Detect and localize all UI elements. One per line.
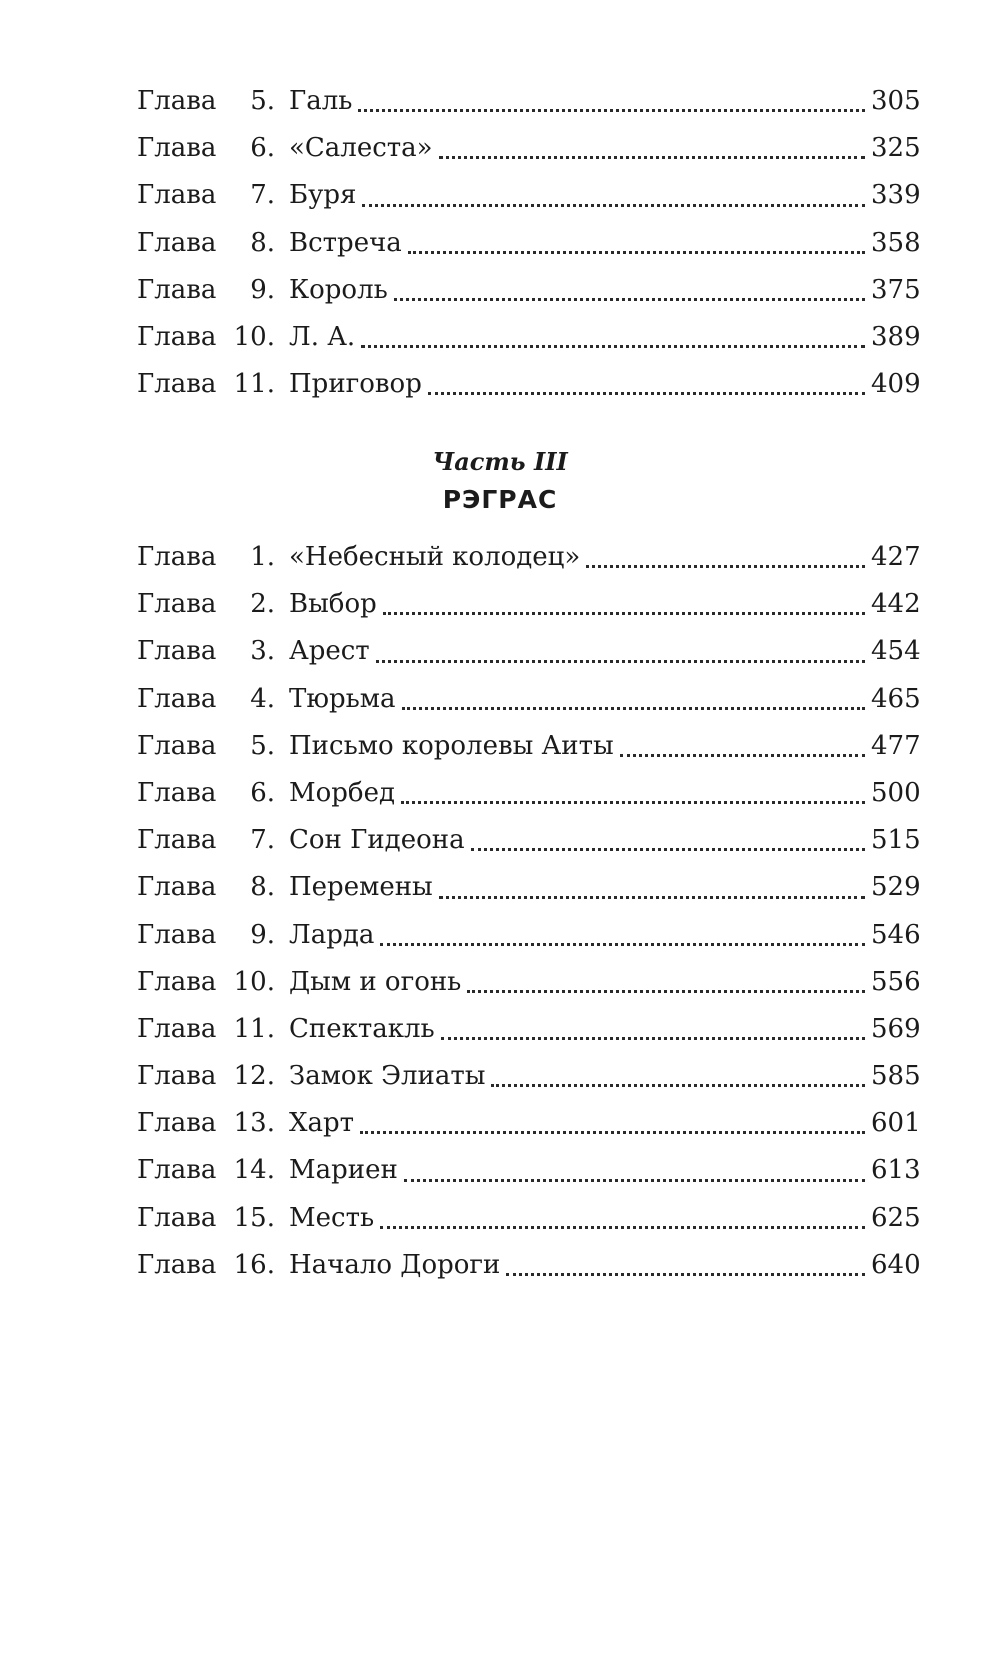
chapter-title: Л. А. bbox=[289, 321, 356, 352]
chapter-number: 14. bbox=[233, 1155, 275, 1186]
chapter-number: 2. bbox=[250, 589, 275, 620]
chapter-title: Король bbox=[289, 274, 388, 305]
page-number: 546 bbox=[871, 919, 921, 950]
chapter-number: 6. bbox=[250, 777, 275, 808]
chapter-label: Глава bbox=[137, 589, 217, 620]
chapter-label: Глава bbox=[137, 180, 217, 211]
chapter-label: Глава bbox=[137, 825, 217, 856]
toc-entry bbox=[137, 534, 921, 581]
toc-entry bbox=[137, 581, 921, 628]
dot-leader bbox=[380, 1195, 865, 1242]
toc-entry bbox=[137, 220, 921, 267]
chapter-number: 8. bbox=[250, 872, 275, 903]
page-number: 358 bbox=[871, 227, 921, 258]
page-number: 625 bbox=[871, 1202, 921, 1233]
toc-entry bbox=[137, 314, 921, 361]
chapter-title: Приговор bbox=[289, 369, 422, 400]
chapter-number: 12. bbox=[233, 1061, 275, 1092]
page-number: 515 bbox=[871, 825, 921, 856]
dot-leader bbox=[404, 1147, 865, 1194]
dot-leader bbox=[360, 1100, 865, 1147]
toc-entry bbox=[137, 1195, 921, 1242]
toc-entry bbox=[137, 361, 921, 408]
part-title: РЭГРАС bbox=[442, 485, 558, 514]
chapter-label: Глава bbox=[137, 1249, 217, 1280]
dot-leader bbox=[394, 267, 865, 314]
page-number: 389 bbox=[871, 321, 921, 352]
chapter-title: Мариен bbox=[289, 1155, 398, 1186]
dot-leader bbox=[467, 959, 865, 1006]
chapter-label: Глава bbox=[137, 777, 217, 808]
toc-entry bbox=[137, 1100, 921, 1147]
chapter-label: Глава bbox=[137, 1013, 217, 1044]
chapter-title: Встреча bbox=[289, 227, 402, 258]
chapter-title: Сон Гидеона bbox=[289, 825, 465, 856]
dot-leader bbox=[471, 817, 865, 864]
toc-entry bbox=[137, 78, 921, 125]
chapter-number: 4. bbox=[250, 683, 275, 714]
page-number: 465 bbox=[871, 683, 921, 714]
chapter-title: Начало Дороги bbox=[289, 1249, 501, 1280]
chapter-title: Буря bbox=[289, 180, 357, 211]
chapter-label: Глава bbox=[137, 369, 217, 400]
chapter-label: Глава bbox=[137, 1108, 217, 1139]
page-number: 601 bbox=[871, 1108, 921, 1139]
dot-leader bbox=[361, 314, 865, 361]
page-number: 427 bbox=[871, 542, 921, 572]
toc-entry bbox=[137, 172, 921, 219]
dot-leader bbox=[439, 864, 865, 911]
toc-entry bbox=[137, 1053, 921, 1100]
toc-entry bbox=[137, 959, 921, 1006]
toc-entry bbox=[137, 912, 921, 959]
page-number: 529 bbox=[871, 872, 921, 903]
chapter-title: Тюрьма bbox=[289, 683, 396, 714]
chapter-number: 11. bbox=[233, 1013, 275, 1044]
chapter-title: Спектакль bbox=[289, 1013, 435, 1044]
chapter-label: Глава bbox=[137, 86, 217, 116]
toc-entry bbox=[137, 864, 921, 911]
dot-leader bbox=[358, 78, 865, 125]
chapter-title: Письмо королевы Аиты bbox=[289, 730, 614, 761]
dot-leader bbox=[586, 534, 865, 581]
chapter-title: Арест bbox=[289, 636, 370, 667]
dot-leader bbox=[402, 676, 865, 723]
chapter-title: Дым и огонь bbox=[289, 966, 462, 997]
toc-section-part-3 bbox=[137, 534, 921, 1289]
chapter-number: 5. bbox=[250, 730, 275, 761]
toc-entry bbox=[137, 628, 921, 675]
chapter-label: Глава bbox=[137, 730, 217, 761]
toc-entry bbox=[137, 1006, 921, 1053]
chapter-number: 9. bbox=[250, 919, 275, 950]
dot-leader bbox=[441, 1006, 865, 1053]
chapter-label: Глава bbox=[137, 1155, 217, 1186]
chapter-label: Глава bbox=[137, 966, 217, 997]
page-number: 569 bbox=[871, 1013, 921, 1044]
page-number: 585 bbox=[871, 1061, 921, 1092]
dot-leader bbox=[491, 1053, 865, 1100]
chapter-label: Глава bbox=[137, 542, 217, 572]
toc-entry bbox=[137, 817, 921, 864]
chapter-number: 11. bbox=[233, 369, 275, 400]
page-number: 454 bbox=[871, 636, 921, 667]
dot-leader bbox=[428, 361, 865, 408]
toc-entry bbox=[137, 1147, 921, 1194]
chapter-number: 16. bbox=[233, 1249, 275, 1280]
chapter-title: «Салеста» bbox=[289, 133, 433, 164]
chapter-number: 7. bbox=[250, 825, 275, 856]
chapter-title: Галь bbox=[289, 86, 353, 116]
toc-section-part-2 bbox=[137, 78, 921, 408]
page-number: 640 bbox=[871, 1249, 921, 1280]
dot-leader bbox=[380, 912, 865, 959]
part-label: Часть III bbox=[432, 447, 568, 476]
page-number: 375 bbox=[871, 274, 921, 305]
dot-leader bbox=[620, 723, 865, 770]
chapter-title: Месть bbox=[289, 1202, 375, 1233]
page-number: 500 bbox=[871, 777, 921, 808]
dot-leader bbox=[362, 172, 865, 219]
chapter-title: Замок Элиаты bbox=[289, 1061, 486, 1092]
toc-entry bbox=[137, 770, 921, 817]
chapter-number: 6. bbox=[250, 133, 275, 164]
chapter-title: Выбор bbox=[289, 589, 377, 620]
chapter-label: Глава bbox=[137, 683, 217, 714]
chapter-label: Глава bbox=[137, 872, 217, 903]
chapter-number: 7. bbox=[250, 180, 275, 211]
chapter-label: Глава bbox=[137, 1202, 217, 1233]
page-number: 477 bbox=[871, 730, 921, 761]
chapter-number: 10. bbox=[233, 321, 275, 352]
toc-entry bbox=[137, 676, 921, 723]
chapter-title: Морбед bbox=[289, 777, 395, 808]
chapter-number: 9. bbox=[250, 274, 275, 305]
chapter-title: Перемены bbox=[289, 872, 433, 903]
chapter-number: 15. bbox=[233, 1202, 275, 1233]
chapter-number: 10. bbox=[233, 966, 275, 997]
dot-leader bbox=[376, 628, 865, 675]
chapter-label: Глава bbox=[137, 133, 217, 164]
chapter-title: Харт bbox=[289, 1108, 355, 1139]
page-number: 305 bbox=[871, 86, 921, 116]
toc-entry bbox=[137, 267, 921, 314]
toc-entry bbox=[137, 1242, 921, 1289]
chapter-label: Глава bbox=[137, 1061, 217, 1092]
page-number: 325 bbox=[871, 133, 921, 164]
chapter-label: Глава bbox=[137, 274, 217, 305]
dot-leader bbox=[401, 770, 865, 817]
chapter-number: 3. bbox=[250, 636, 275, 667]
dot-leader bbox=[439, 125, 865, 172]
chapter-number: 5. bbox=[250, 86, 275, 116]
page-number: 442 bbox=[871, 589, 921, 620]
chapter-label: Глава bbox=[137, 919, 217, 950]
page-number: 339 bbox=[871, 180, 921, 211]
dot-leader bbox=[383, 581, 865, 628]
chapter-label: Глава bbox=[137, 636, 217, 667]
page-number: 613 bbox=[871, 1155, 921, 1186]
dot-leader bbox=[506, 1242, 865, 1289]
chapter-number: 13. bbox=[233, 1108, 275, 1139]
chapter-label: Глава bbox=[137, 227, 217, 258]
page-number: 409 bbox=[871, 369, 921, 400]
toc-entry bbox=[137, 125, 921, 172]
chapter-title: «Небесный колодец» bbox=[289, 542, 581, 572]
page-number: 556 bbox=[871, 966, 921, 997]
dot-leader bbox=[408, 220, 865, 267]
chapter-title: Ларда bbox=[289, 919, 375, 950]
chapter-label: Глава bbox=[137, 321, 217, 352]
chapter-number: 8. bbox=[250, 227, 275, 258]
chapter-number: 1. bbox=[250, 542, 275, 572]
toc-entry bbox=[137, 723, 921, 770]
